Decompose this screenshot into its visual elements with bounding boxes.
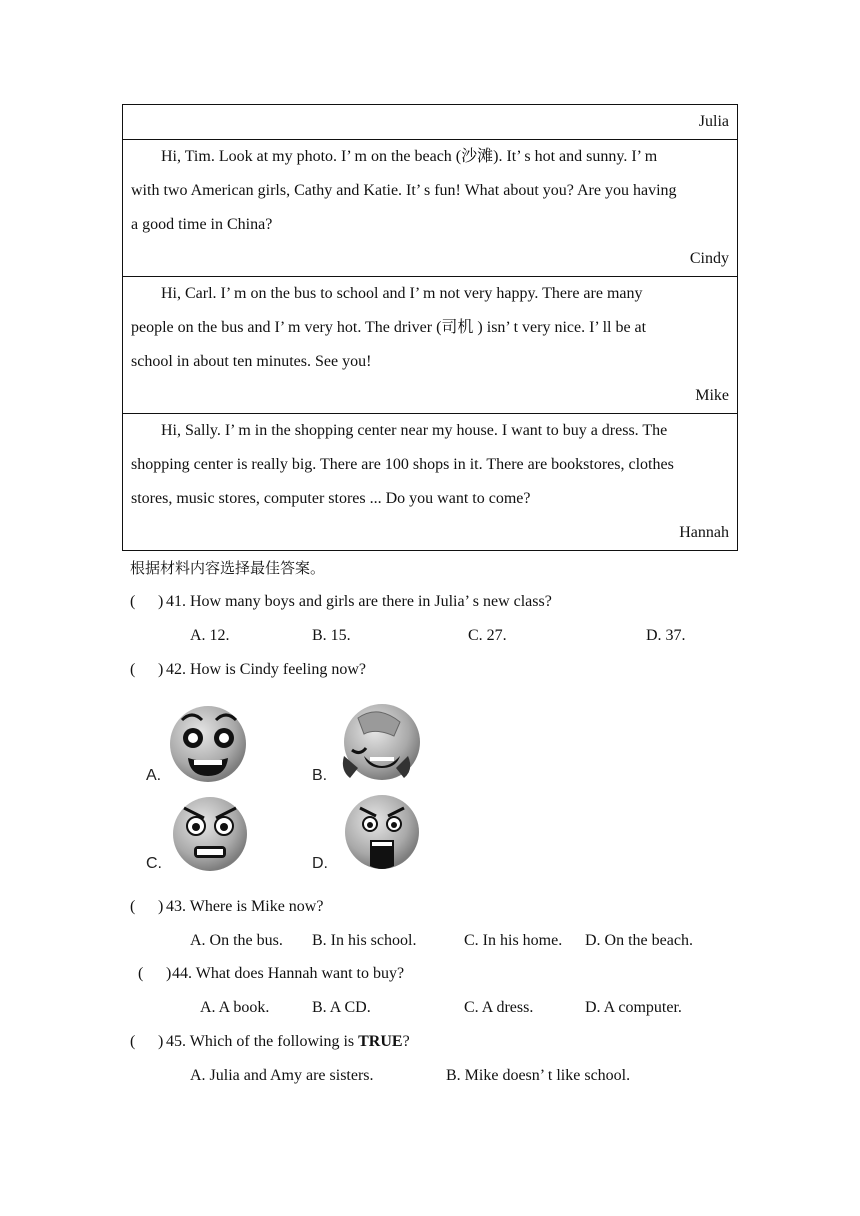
q45-question-bold: TRUE [358,1033,403,1050]
q41-bracket-open[interactable]: ( [130,593,136,610]
face-label-b: B. [312,767,328,784]
q43-option-c: C. In his home. [464,932,563,949]
q41-question: 41. How many boys and girls are there in Julia’ s new class? [166,593,552,610]
face-label-a: A. [146,767,162,784]
q43-question: 43. Where is Mike now? [166,898,324,915]
instruction-text: 根据材料内容选择最佳答案。 [130,559,326,577]
q45-question-end: ? [402,1033,410,1050]
letters-table [122,104,738,551]
letter-signature: Julia [698,113,729,130]
letter-line: Hi, Carl. I’ m on the bus to school and I’ m not very happy. There are many [161,285,643,302]
angry-face-icon [173,797,247,871]
q44-option-b: B. A CD. [312,999,371,1016]
q44-option-c: C. A dress. [464,999,534,1016]
q42-bracket-open[interactable]: ( [130,661,136,678]
letter-line: Hi, Tim. Look at my photo. I’ m on the beach (沙滩). It’ s hot and sunny. I’ m [161,148,658,165]
q45-question-text: 45. Which of the following is [166,1033,359,1050]
q43-option-b: B. In his school. [312,932,417,949]
q44-question: 44. What does Hannah want to buy? [172,965,405,982]
letter-signature: Cindy [689,250,729,267]
face-label-c: C. [146,855,162,872]
q41-option-b: B. 15. [312,627,351,644]
q43-option-a: A. On the bus. [190,932,283,949]
q44-bracket-close: ) [166,965,172,982]
q44-bracket-open[interactable]: ( [138,965,144,982]
q42-bracket-close: ) [158,661,164,678]
letter-cell-julia [123,105,737,140]
letter-signature: Mike [695,387,729,404]
q41-option-a: A. 12. [190,627,230,644]
letter-line: school in about ten minutes. See you! [131,353,372,370]
q43-bracket-open[interactable]: ( [130,898,136,915]
q41-bracket-close: ) [158,593,164,610]
letter-line: stores, music stores, computer stores ... Do you want to come? [131,490,531,507]
letter-signature: Hannah [679,524,729,541]
q45-bracket-open[interactable]: ( [130,1033,136,1050]
letter-cell-cindy [123,140,737,277]
shouting-face-icon [345,795,419,869]
q43-bracket-close: ) [158,898,164,915]
q45-bracket-close: ) [158,1033,164,1050]
q41-option-d: D. 37. [646,627,686,644]
q42-question: 42. How is Cindy feeling now? [166,661,366,678]
face-label-d: D. [312,855,328,872]
q45-question [166,1032,410,1052]
q44-option-a: A. A book. [200,999,270,1016]
q44-option-d: D. A computer. [585,999,682,1016]
letter-cell-hannah [123,414,737,550]
letter-line: Hi, Sally. I’ m in the shopping center near my house. I want to buy a dress. The [161,422,668,439]
q41-option-c: C. 27. [468,627,507,644]
letter-cell-mike [123,277,737,414]
q45-option-a: A. Julia and Amy are sisters. [190,1067,374,1084]
letter-line: with two American girls, Cathy and Katie. It’ s fun! What about you? Are you having [131,182,677,199]
letter-line: shopping center is really big. There are 100 shops in it. There are bookstores, clothes [131,456,674,473]
laughing-face-icon [343,704,420,780]
q45-option-b: B. Mike doesn’ t like school. [446,1067,631,1084]
face-options [138,700,438,880]
happy-face-icon [170,706,246,782]
letter-line: a good time in China? [131,216,273,233]
letter-line: people on the bus and I’ m very hot. The driver (司机 ) isn’ t very nice. I’ ll be at [131,319,647,336]
q43-option-d: D. On the beach. [585,932,693,949]
